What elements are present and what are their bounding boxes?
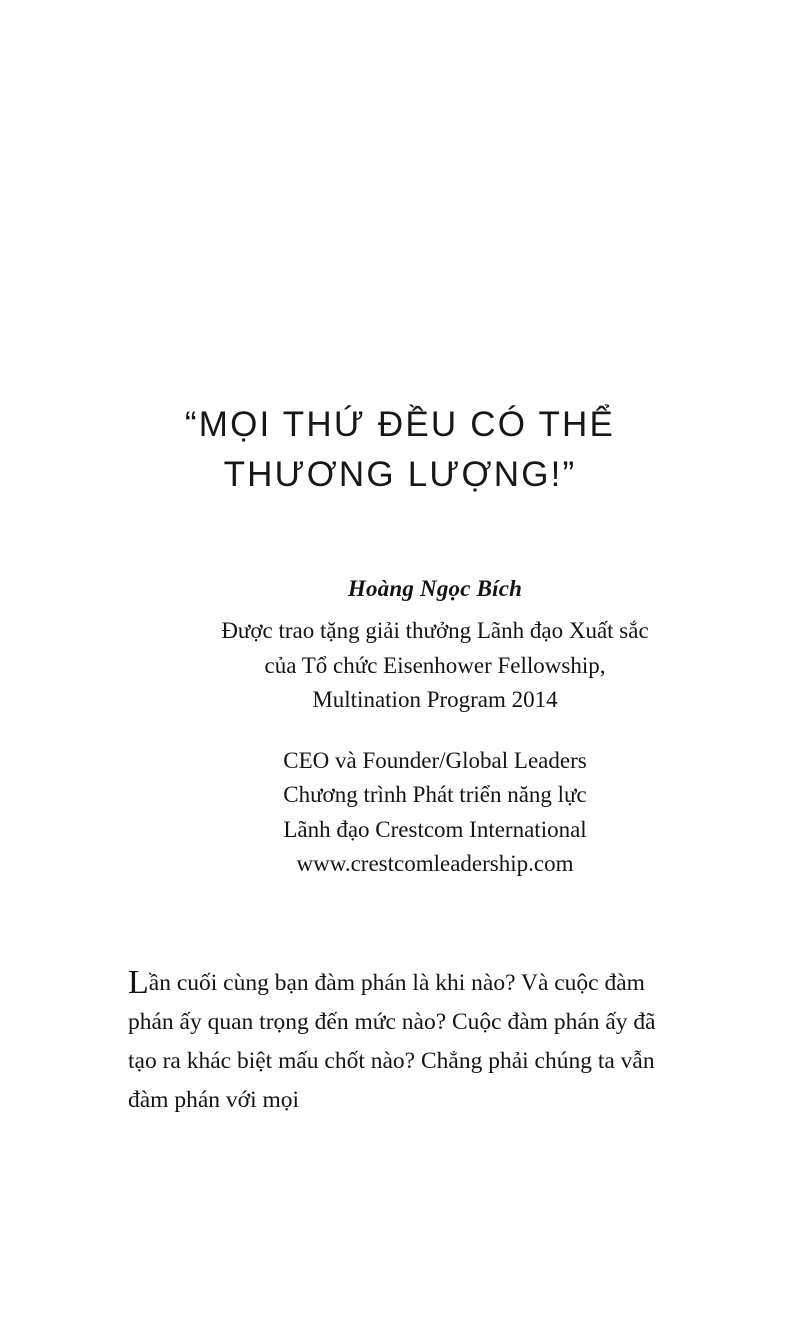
role-line-1: CEO và Founder/Global Leaders: [283, 747, 587, 773]
credits-block: [0, 572, 800, 882]
award-line-2: của Tổ chức Eisenhower Fellowship,: [264, 652, 606, 678]
award-line-1: Được trao tặng giải thưởng Lãnh đạo Xuất sắc: [221, 618, 649, 643]
page-title-line-1: “MỌI THỨ ĐỀU CÓ THỂ: [184, 405, 616, 444]
body-paragraph-text: ần cuối cùng bạn đàm phán là khi nào? Và cuộc đàm phán ấy quan trọng đến mức nào? Cuộc đàm phán ấy đã tạo ra khác biệt mấu chốt nào? Chẳng phải chúng ta vẫn đàm phán với mọi: [128, 970, 656, 1113]
page-title-line-2: THƯƠNG LƯỢNG!”: [223, 455, 577, 494]
website-url: www.crestcomleadership.com: [296, 851, 574, 876]
award-line-3: Multination Program 2014: [312, 687, 558, 712]
role-block: [0, 744, 800, 882]
role-line-3: Lãnh đạo Crestcom International: [283, 816, 587, 842]
author-name: Hoàng Ngọc Bích: [347, 576, 523, 601]
drop-cap: L: [128, 964, 149, 1001]
page-title: [0, 400, 800, 500]
award-block: [0, 614, 800, 718]
body-paragraph: [128, 963, 673, 1120]
role-line-2: Chương trình Phát triển năng lực: [283, 782, 587, 807]
